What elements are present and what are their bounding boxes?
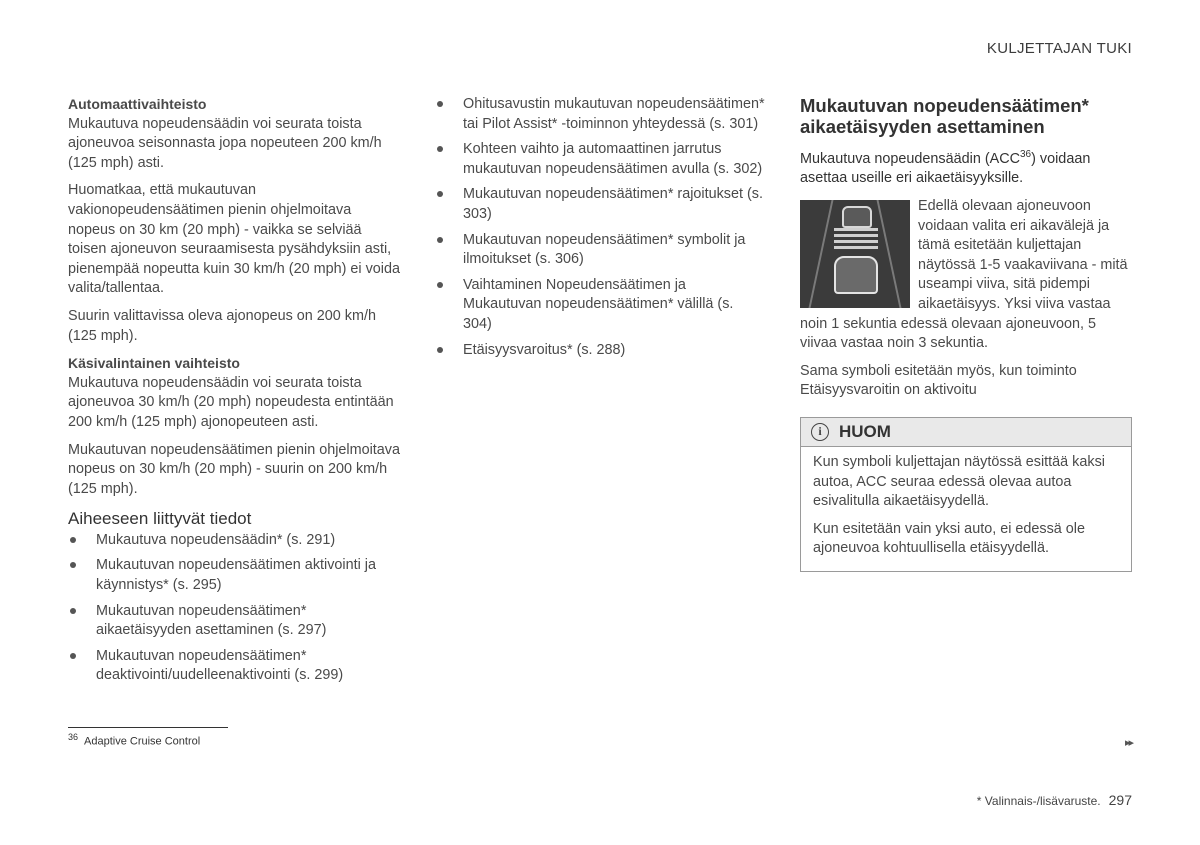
- paragraph: Suurin valittavissa oleva ajonopeus on 200 km/h (125 mph).: [68, 307, 376, 344]
- right-column: [800, 95, 1132, 572]
- footnote: [68, 732, 200, 748]
- note-box: [800, 417, 1132, 572]
- paragraph: Mukautuva nopeudensäädin voi seurata toista ajoneuvoa 30 km/h (20 mph) nopeudesta entintään 200 km/h (125 mph) ajonopeuteen asti.: [68, 374, 394, 430]
- own-car-icon: [834, 256, 878, 294]
- continue-arrows-icon: ▸▸: [1124, 737, 1132, 749]
- related-link[interactable]: Mukautuvan nopeudensäätimen aktivointi ja käynnistys* (s. 295): [68, 556, 400, 595]
- footnote-number: 36: [68, 732, 79, 742]
- note-paragraph: Kun symboli kuljettajan näytössä esittää kaksi autoa, ACC seuraa edessä olevaa autoa esivalitulla aikaetäisyydellä.: [813, 453, 1105, 510]
- intro-paragraph: [800, 145, 1132, 189]
- middle-column: [435, 95, 765, 366]
- related-link[interactable]: Ohitusavustin mukautuvan nopeudensäätimen* tai Pilot Assist* -toiminnon yhteydessä (s. 301): [435, 95, 765, 134]
- lead-car-icon: [842, 206, 872, 228]
- gap-bar: [834, 234, 878, 237]
- page-number: 297: [1108, 792, 1132, 808]
- illustrated-paragraph: [800, 197, 1132, 362]
- related-link[interactable]: Mukautuvan nopeudensäätimen* deaktivointi/uudelleenaktivointi (s. 299): [68, 647, 400, 686]
- paragraph: Huomatkaa, että mukautuvan vakionopeudensäätimen pienin ohjelmoitava nopeus on 30 km (20 mph) - vaikka se selviää toisen ajoneuvon seuraamisesta pysähdyksiin asti, pienempää nopeutta kuin 30 km/h (20 mph) ei voida valita/tallentaa.: [68, 182, 400, 297]
- related-link[interactable]: Kohteen vaihto ja automaattinen jarrutus mukautuvan nopeudensäätimen avulla (s. 302): [435, 140, 765, 179]
- paragraph: Edellä olevaan ajoneuvoon voidaan valita eri aikavälejä ja tämä esitetään kuljettajan näytössä 1-5 vaakaviivana - mitä useampi viiva, sitä pidempi aikaetäisyys. Yksi viiva vastaa noin 1 sekuntia edessä olevaan ajoneuvoon, 5 viivaa vastaa noin 3 sekuntia.: [800, 197, 1128, 352]
- related-link[interactable]: Vaihtaminen Nopeudensäätimen ja Mukautuvan nopeudensäätimen* välillä (s. 304): [435, 276, 765, 335]
- gap-bar: [834, 228, 878, 231]
- note-paragraph: Kun esitetään vain yksi auto, ei edessä ole ajoneuvoa kohtuullisella etäisyydellä.: [813, 520, 1085, 557]
- lane-line: [877, 200, 902, 308]
- time-gap-illustration: [800, 200, 910, 308]
- left-column: [68, 95, 400, 692]
- footnote-ref[interactable]: 36: [1020, 149, 1032, 160]
- gap-bar: [834, 240, 878, 243]
- subhead-manual: Käsivalintainen vaihteisto: [68, 355, 240, 372]
- intro-text: Mukautuva nopeudensäädin (ACC: [800, 150, 1020, 167]
- related-link[interactable]: Mukautuvan nopeudensäätimen* aikaetäisyyden asettaminen (s. 297): [68, 602, 400, 641]
- note-header: [801, 418, 1131, 447]
- lane-line: [809, 200, 834, 308]
- related-link[interactable]: Mukautuvan nopeudensäätimen* rajoitukset (s. 303): [435, 185, 765, 224]
- time-gap-bars: [834, 228, 878, 252]
- gap-bar: [834, 246, 878, 249]
- related-list-continued: [435, 95, 765, 360]
- footnote-text: Adaptive Cruise Control: [84, 735, 201, 748]
- subhead-automatic: Automaattivaihteisto: [68, 96, 207, 112]
- related-link[interactable]: Etäisyysvaroitus* (s. 288): [435, 341, 765, 361]
- info-icon: i: [811, 423, 829, 441]
- page-title: Mukautuvan nopeudensäätimen* aikaetäisyyden asettaminen: [800, 95, 1089, 137]
- footnote-divider: [68, 727, 228, 728]
- paragraph: Mukautuvan nopeudensäätimen pienin ohjelmoitava nopeus on 30 km/h (20 mph) - suurin on 200 km/h (125 mph).: [68, 441, 401, 497]
- paragraph: Mukautuva nopeudensäädin voi seurata toista ajoneuvoa seisonnasta jopa nopeuteen 200 km/h (125 mph) asti.: [68, 115, 382, 171]
- paragraph: Sama symboli esitetään myös, kun toiminto Etäisyysvaroitin on aktivoitu: [800, 362, 1077, 399]
- section-header: KULJETTAJAN TUKI: [986, 40, 1132, 57]
- optional-equipment-note: * Valinnais-/lisävaruste.: [976, 794, 1101, 808]
- related-link[interactable]: Mukautuva nopeudensäädin* (s. 291): [68, 531, 400, 551]
- page-footer: [977, 792, 1132, 808]
- related-link[interactable]: Mukautuvan nopeudensäätimen* symbolit ja ilmoitukset (s. 306): [435, 231, 765, 270]
- related-list: [68, 531, 400, 686]
- note-body: [801, 447, 1131, 571]
- note-title: HUOM: [839, 422, 891, 442]
- related-title: Aiheeseen liittyvät tiedot: [68, 509, 252, 529]
- intro-text: ) voidaan asettaa useille eri aikaetäisyyksille.: [800, 150, 1091, 187]
